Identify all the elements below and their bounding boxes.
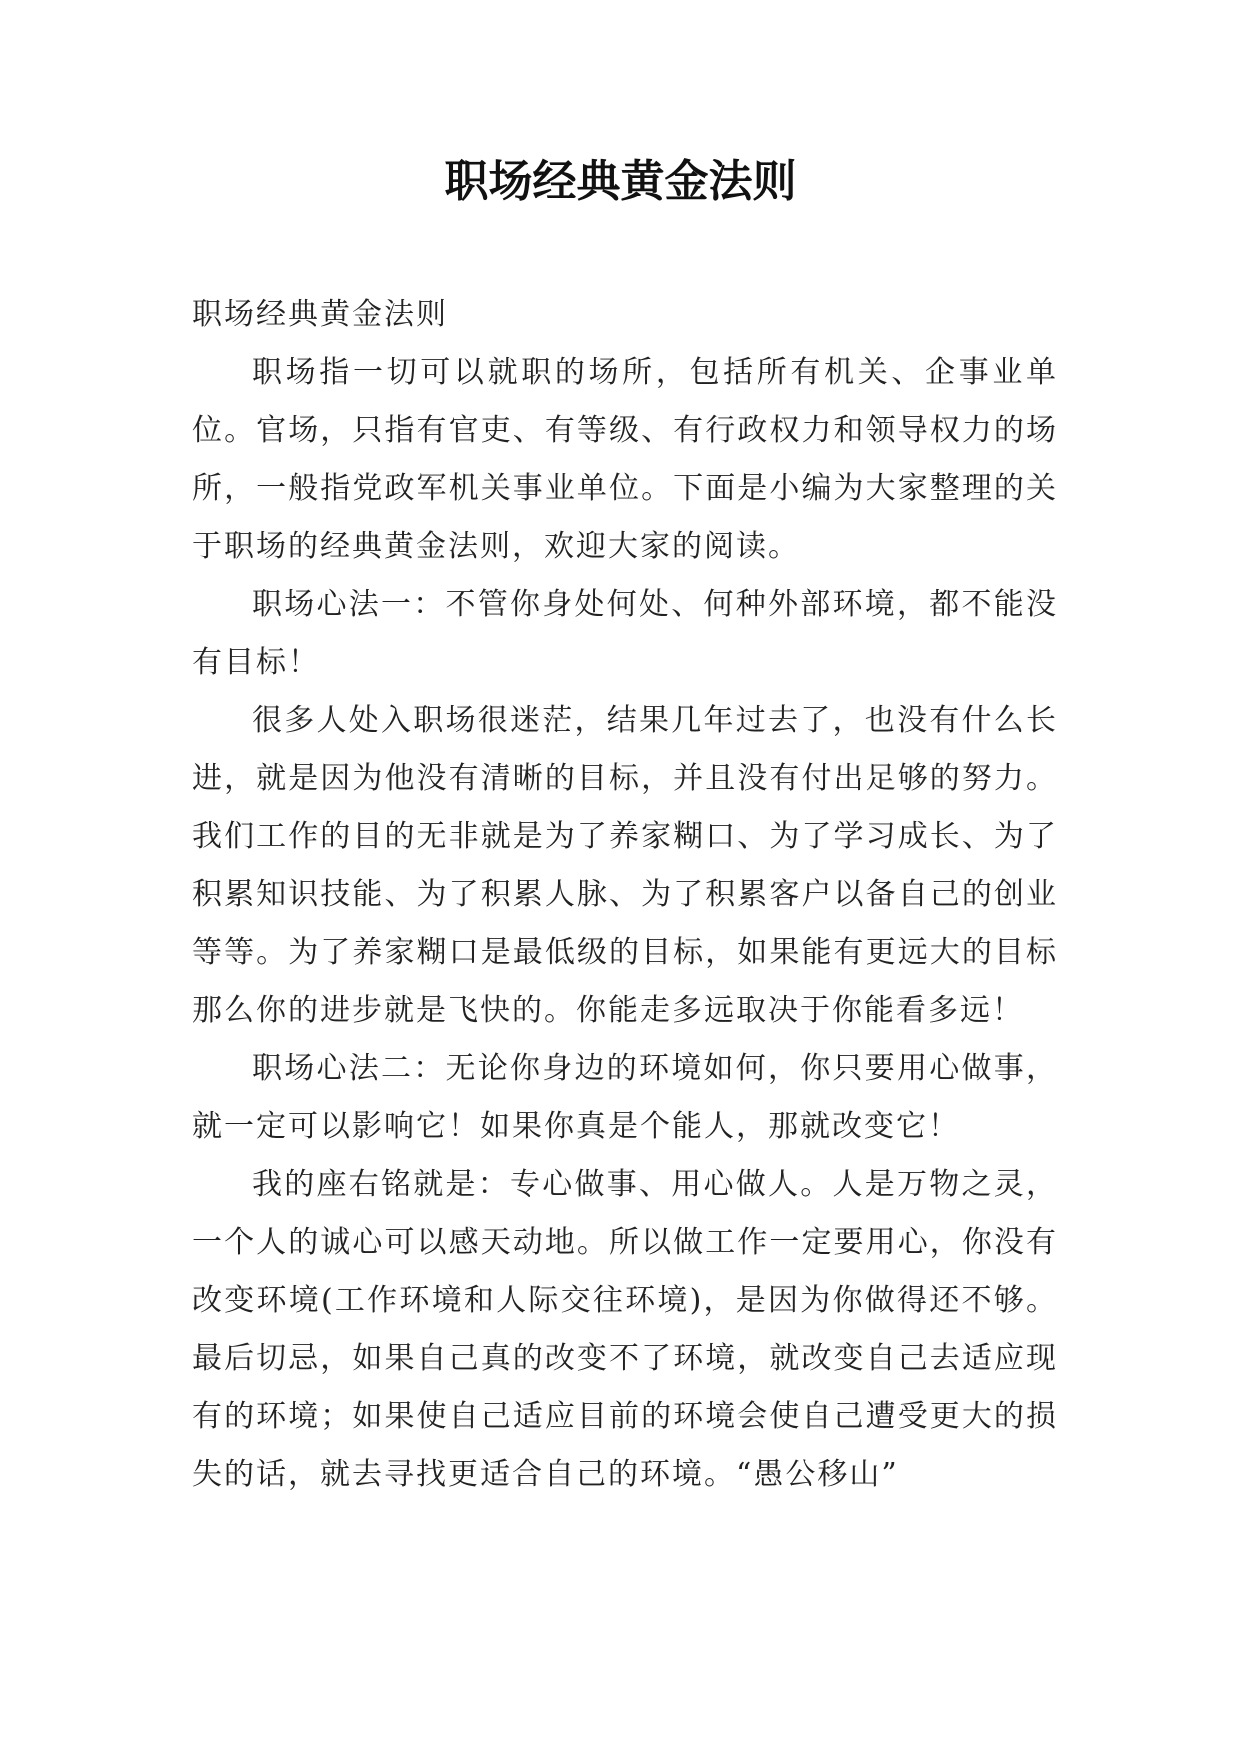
document-title: 职场经典黄金法则 xyxy=(444,156,797,207)
paragraph-rule-one-detail: 很多人处入职场很迷茫，结果几年过去了，也没有什么长进，就是因为他没有清晰的目标，并且没有付出足够的努力。我们工作的目的无非就是为了养家糊口、为了学习成长、为了积累知识技能、为了积累人脉、为了积累客户以备自己的创业等等。为了养家糊口是最低级的目标，如果能有更远大的目标那么你的进步就是飞快的。你能走多远取决于你能看多远！ xyxy=(192,703,1058,1028)
paragraph-rule-one: 职场心法一：不管你身处何处、何种外部环境，都不能没有目标！ xyxy=(192,587,1058,680)
document-body xyxy=(192,286,1058,1504)
paragraph-intro: 职场指一切可以就职的场所，包括所有机关、企事业单位。官场，只指有官吏、有等级、有行政权力和领导权力的场所，一般指党政军机关事业单位。下面是小编为大家整理的关于职场的经典黄金法则，欢迎大家的阅读。 xyxy=(192,355,1058,564)
document-subtitle: 职场经典黄金法则 xyxy=(192,297,448,332)
paragraph-rule-two-detail: 我的座右铭就是：专心做事、用心做人。人是万物之灵，一个人的诚心可以感天动地。所以做工作一定要用心，你没有改变环境(工作环境和人际交往环境)，是因为你做得还不够。最后切忌，如果自己真的改变不了环境，就改变自己去适应现有的环境；如果使自己适应目前的环境会使自己遭受更大的损失的话，就去寻找更适合自己的环境。“愚公移山” xyxy=(192,1167,1058,1492)
paragraph-rule-two: 职场心法二：无论你身边的环境如何，你只要用心做事，就一定可以影响它！如果你真是个能人，那就改变它！ xyxy=(192,1051,1058,1144)
